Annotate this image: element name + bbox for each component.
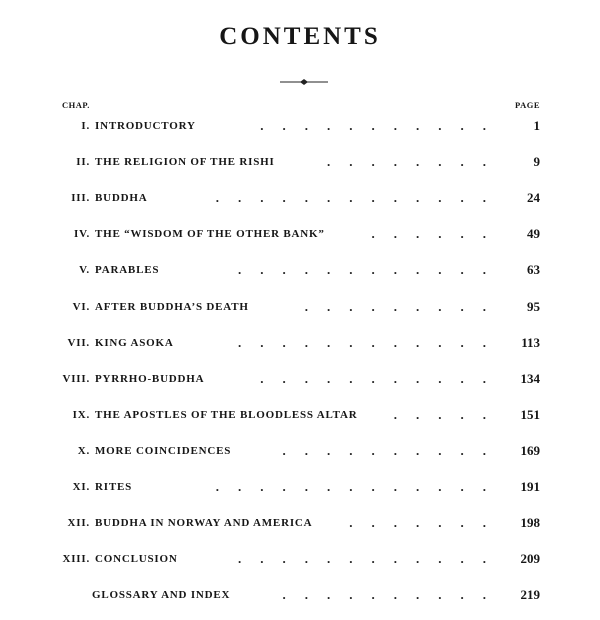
dot-leader: ......... bbox=[304, 299, 505, 314]
page-number: 151 bbox=[520, 407, 540, 422]
chapter-title: THE RELIGION OF THE RISHI bbox=[95, 156, 275, 168]
chapter-number: IX. bbox=[72, 409, 90, 421]
dot-leader: .......... bbox=[282, 587, 505, 602]
chapter-number: VI. bbox=[72, 301, 90, 313]
toc-row bbox=[0, 297, 600, 317]
page-title: CONTENTS bbox=[219, 23, 381, 50]
chapter-title: BUDDHA IN NORWAY AND AMERICA bbox=[95, 517, 313, 529]
chapter-title: PARABLES bbox=[95, 264, 160, 276]
page-number: 95 bbox=[527, 299, 540, 314]
page-number: 169 bbox=[520, 443, 540, 458]
chapter-title: MORE COINCIDENCES bbox=[95, 445, 232, 457]
chapter-number: II. bbox=[76, 156, 90, 168]
page-number: 134 bbox=[520, 371, 540, 386]
dot-leader: ........... bbox=[260, 371, 505, 386]
chapter-title: GLOSSARY AND INDEX bbox=[92, 589, 231, 601]
toc-row bbox=[0, 405, 600, 425]
chapter-title: THE “WISDOM OF THE OTHER BANK” bbox=[95, 228, 325, 240]
toc-row bbox=[0, 333, 600, 353]
chapter-number: X. bbox=[77, 445, 90, 457]
page-number: 9 bbox=[533, 154, 540, 169]
toc-row bbox=[0, 116, 600, 136]
toc-row bbox=[0, 477, 600, 497]
chapter-title: THE APOSTLES OF THE BLOODLESS ALTAR bbox=[95, 409, 358, 421]
dot-leader: ............. bbox=[215, 190, 505, 205]
dot-leader: ............ bbox=[238, 262, 505, 277]
page-number: 219 bbox=[520, 587, 540, 602]
chapter-title: AFTER BUDDHA’S DEATH bbox=[95, 301, 249, 313]
toc-row bbox=[0, 369, 600, 389]
dot-leader: ........ bbox=[327, 154, 505, 169]
chapter-number: VII. bbox=[67, 337, 90, 349]
dot-leader: ............ bbox=[238, 335, 505, 350]
dot-leader: ..... bbox=[393, 407, 505, 422]
toc-row bbox=[0, 513, 600, 533]
chapter-number: XIII. bbox=[62, 553, 90, 565]
page-number: 63 bbox=[527, 262, 540, 277]
toc-row bbox=[0, 260, 600, 280]
dot-leader: ............. bbox=[215, 479, 505, 494]
ornament-divider bbox=[280, 78, 328, 86]
chapter-title: PYRRHO-BUDDHA bbox=[95, 373, 205, 385]
chapter-title: INTRODUCTORY bbox=[95, 120, 196, 132]
chapter-number: XI. bbox=[72, 481, 90, 493]
page-number: 1 bbox=[533, 118, 540, 133]
page-number: 191 bbox=[520, 479, 540, 494]
toc-row bbox=[0, 549, 600, 569]
toc-row bbox=[0, 441, 600, 461]
chapter-title: CONCLUSION bbox=[95, 553, 178, 565]
page-number: 49 bbox=[527, 226, 540, 241]
dot-leader: ...... bbox=[371, 226, 505, 241]
chapter-title: KING ASOKA bbox=[95, 337, 174, 349]
page-number: 198 bbox=[520, 515, 540, 530]
chapter-number: V. bbox=[79, 264, 90, 276]
toc-row bbox=[0, 188, 600, 208]
page-number: 113 bbox=[521, 335, 540, 350]
dot-leader: ....... bbox=[349, 515, 505, 530]
chapter-number: III. bbox=[71, 192, 90, 204]
chapter-number: I. bbox=[81, 120, 90, 132]
toc-row bbox=[0, 152, 600, 172]
page-column-header: PAGE bbox=[515, 100, 540, 110]
toc-row bbox=[0, 585, 600, 605]
chap-column-header: CHAP. bbox=[62, 100, 90, 110]
chapter-number: XII. bbox=[67, 517, 90, 529]
page-number: 24 bbox=[527, 190, 540, 205]
dot-leader: .......... bbox=[282, 443, 505, 458]
toc-row bbox=[0, 224, 600, 244]
chapter-title: RITES bbox=[95, 481, 133, 493]
page-number: 209 bbox=[520, 551, 540, 566]
chapter-number: VIII. bbox=[62, 373, 90, 385]
dot-leader: ........... bbox=[260, 118, 505, 133]
chapter-title: BUDDHA bbox=[95, 192, 148, 204]
dot-leader: ............ bbox=[238, 551, 505, 566]
chapter-number: IV. bbox=[74, 228, 90, 240]
